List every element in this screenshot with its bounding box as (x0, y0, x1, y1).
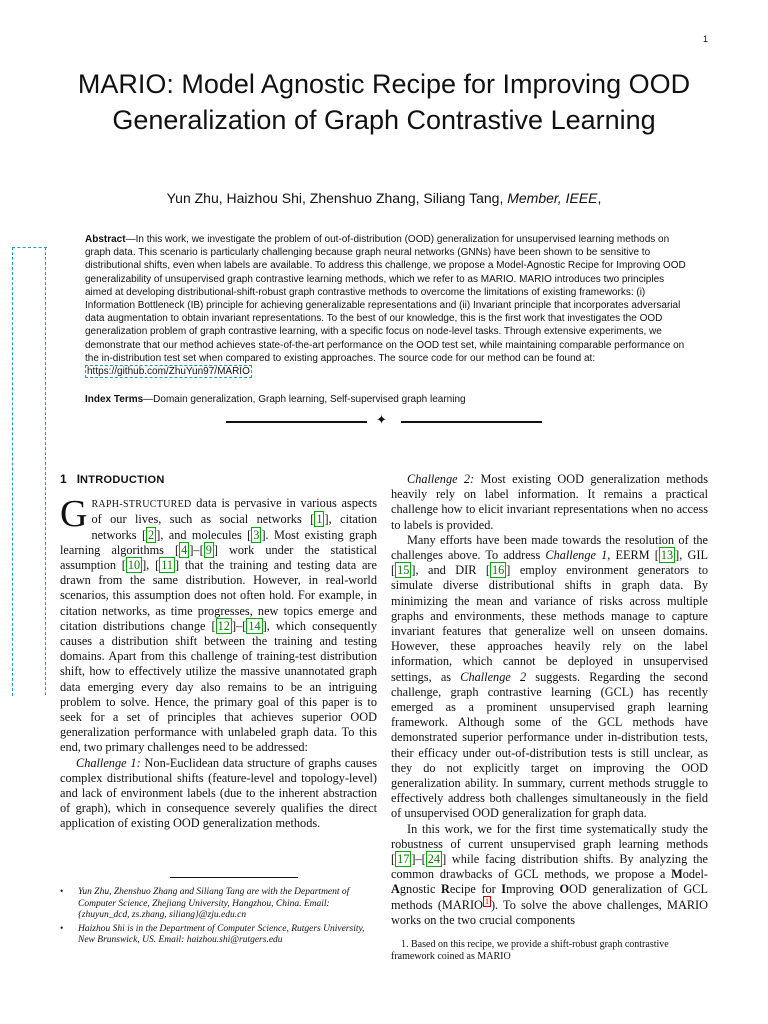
right-footnote: 1. Based on this recipe, we provide a shift-robust graph contrastive framework coined as MARIO (391, 939, 669, 963)
citation-link[interactable]: 10 (127, 558, 141, 573)
abstract-label: Abstract (85, 234, 126, 245)
paper-title: MARIO: Model Agnostic Recipe for Improving OOD Generalization of Graph Contrastive Learning (77, 69, 691, 135)
separator-line-left (226, 421, 367, 423)
footnote-link[interactable]: 1 (484, 896, 489, 906)
citation-link[interactable]: 11 (161, 558, 174, 573)
challenge-2-paragraph: Challenge 2: Most existing OOD generalization methods heavily rely on label information. It remains a practical challenge how to elicit invariant representations when no access to labels is provided. (391, 472, 708, 532)
citation-link[interactable]: 1 (316, 512, 323, 527)
link-annotation-box-edge (45, 247, 47, 695)
index-terms-label: Index Terms (85, 394, 144, 405)
index-terms (85, 394, 687, 405)
drop-cap: G (60, 493, 88, 536)
index-terms-text: —Domain generalization, Graph learning, Self-supervised graph learning (143, 394, 466, 405)
authors-membership: Member, IEEE (507, 190, 598, 206)
page-number: 1 (702, 34, 708, 44)
citation-link[interactable]: 24 (427, 852, 441, 867)
citation-link[interactable]: 16 (491, 563, 505, 578)
link-annotation-box (12, 247, 47, 696)
challenge-1-paragraph: Challenge 1: Non-Euclidean data structure of graphs causes complex distributional shifts (feature-level and topology-level) and lack of environment labels (due to the inherent abstraction of graph), which in consequence severely qualifies the direct application of existing OOD generalization methods. (60, 755, 377, 831)
footnote-rule (170, 877, 298, 878)
citation-link[interactable]: 17 (397, 852, 410, 867)
diamond-icon: ✦ (376, 413, 387, 428)
footnote-item: • Haizhou Shi is in the Department of Computer Science, Rutgers University, New Brunswick, US. Email: haizhou.shi@rutgers.edu (60, 924, 377, 947)
citation-link[interactable]: 14 (248, 618, 261, 633)
citation-link[interactable]: 12 (217, 618, 230, 633)
citation-link[interactable]: 13 (660, 548, 674, 563)
left-column (60, 472, 377, 832)
intro-paragraph-3: Many efforts have been made towards the resolution of the challenges above. To address Challenge 1, EERM [ 13 ], GIL [ 15 ], and DIR [ 16 ] employ environment generators to simulate diverse distributional shifts in graph data. By minimizing the mean and variance of risks across multiple graphs and environments, these methods manage to capture invariant features that generalize well on unseen domains. However, these approaches heavily rely on the label information, which cannot be deployed in unsupervised settings, as Challenge 2 suggests. Regarding the second challenge, graph contrastive learning (GCL) has recently emerged as a prominent unsupervised graph learning framework. Although some of the GCL methods have demonstrated superior performance under in-distribution tests, their efficacy under out-of-distribution tests is still unclear, as they do not explicitly target on improving the OOD generalization ability. In summary, current methods struggle to effectively address both challenges simultaneously in the field of unsupervised OOD generalization for graph data. (391, 532, 708, 821)
citation-link[interactable]: 2 (148, 527, 155, 542)
citation-link[interactable]: 4 (181, 542, 188, 557)
intro-paragraph-1: GRAPH-STRUCTURED data is pervasive in various aspects of our lives, such as social networks [ 1 ], citation networks [ 2 ], and molecules [ 3 ]. Most existing graph learning algorithms [ 4 ]–[ 9 ] work under the statistical assumption [ 10 ], [ 11 ] that the training and testing data are drawn from the same distribution. However, in real-world scenarios, this assumption does not often hold. For example, in citation networks, as time progresses, new topics emerge and citation distributions change [ 12 ]–[ 14 ], which consequently causes a distribution shift between the training and testing domains. Apart from this challenge of training-test distribution shift, how to effectively utilize the massive unannotated graph data emerging every day also remains to be an intriguing problem to solve. Hence, the primary goal of this paper is to seek for a set of principles that achieves superior OOD generalization performance with unlabeled graph data. To this end, two primary challenges need to be addressed: (60, 493, 378, 755)
abstract-text: —In this work, we investigate the problem of out-of-distribution (OOD) generalization for unsupervised learning methods on graph data. This scenario is particularly challenging because graph neural networks (GNNs) have been shown to be sensitive to distributional shifts, even when labels are available. To address this challenge, we propose a Model-Agnostic Recipe for Improving OOD generalizability of unsupervised graph contrastive learning methods, which we refer to as MARIO. MARIO introduces two principles aimed at developing distributional-shift-robust graph contrastive methods to overcome the limitations of existing frameworks: (i) Information Bottleneck (IB) principle for achieving generalizable representations and (ii) Invariant principle that incorporates adversarial data augmentation to obtain invariant representations. To the best of our knowledge, this is the first work that investigates the OOD generalization problem of graph contrastive learning, with a specific focus on node-level tasks. Through extensive experiments, we demonstrate that our method achieves state-of-the-art performance on the OOD test set, while maintaining comparable performance on the in-distribution test set when compared to existing approaches. The source code for our method can be found at: (85, 234, 686, 364)
abstract (85, 233, 687, 378)
citation-link[interactable]: 9 (205, 542, 212, 557)
footnote-item: • Yun Zhu, Zhenshuo Zhang and Siliang Tang are with the Department of Computer Science, Zhejiang University, Hangzhou, China. Email: {zhuyun_dcd, zs.zhang, siliang}@zju.edu.cn (60, 887, 377, 922)
section-heading-introduction: 1 INTRODUCTION (60, 472, 165, 486)
intro-paragraph-4: In this work, we for the first time systematically study the robustness of current unsupervised graph learning methods [ 17 ]–[ 24 ] while facing distribution shifts. By analyzing the common drawbacks of GCL methods, we propose a Model-Agnostic Recipe for Improving OOD generalization of GCL methods (MARIO $^1$ ). To solve the above challenges, MARIO works on the two crucial components (391, 821, 708, 927)
right-column (391, 472, 708, 928)
section-separator (226, 413, 542, 428)
separator-line-right (401, 421, 542, 423)
authors-names: Yun Zhu, Haizhou Shi, Zhenshuo Zhang, Siliang Tang, (166, 190, 504, 206)
affiliation-footnotes (60, 887, 377, 949)
author-list: Yun Zhu, Haizhou Shi, Zhenshuo Zhang, Siliang Tang, Member, IEEE, (166, 190, 602, 206)
code-url-link[interactable]: https://github.com/ZhuYun97/MARIO (87, 366, 250, 378)
citation-link[interactable]: 15 (397, 563, 410, 578)
citation-link[interactable]: 3 (253, 527, 260, 542)
